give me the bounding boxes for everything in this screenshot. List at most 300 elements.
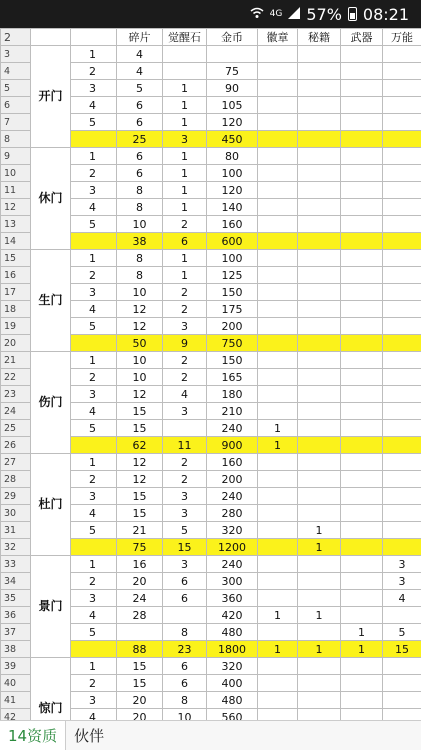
data-cell[interactable]: 125: [207, 267, 258, 284]
subtotal-cell[interactable]: 750: [207, 335, 258, 352]
data-cell[interactable]: 2: [163, 454, 207, 471]
data-cell[interactable]: [298, 148, 341, 165]
data-cell[interactable]: [298, 267, 341, 284]
data-cell[interactable]: [258, 386, 298, 403]
subtotal-spacer[interactable]: [71, 131, 117, 148]
data-cell[interactable]: [383, 267, 421, 284]
data-cell[interactable]: [341, 148, 383, 165]
subtotal-cell[interactable]: 6: [163, 233, 207, 250]
data-cell[interactable]: 21: [117, 522, 163, 539]
data-cell[interactable]: [258, 454, 298, 471]
data-cell[interactable]: [298, 590, 341, 607]
subtotal-cell[interactable]: [298, 437, 341, 454]
data-cell[interactable]: 8: [163, 624, 207, 641]
data-cell[interactable]: [341, 590, 383, 607]
data-cell[interactable]: [258, 267, 298, 284]
data-cell[interactable]: [341, 573, 383, 590]
point-index[interactable]: 3: [71, 692, 117, 709]
data-cell[interactable]: [258, 148, 298, 165]
data-cell[interactable]: [341, 114, 383, 131]
point-index[interactable]: 2: [71, 267, 117, 284]
data-cell[interactable]: [298, 63, 341, 80]
data-cell[interactable]: 120: [207, 114, 258, 131]
data-cell[interactable]: 10: [117, 216, 163, 233]
data-cell[interactable]: 320: [207, 658, 258, 675]
data-cell[interactable]: [383, 114, 421, 131]
subtotal-cell[interactable]: [341, 131, 383, 148]
data-cell[interactable]: [383, 403, 421, 420]
subtotal-cell[interactable]: 88: [117, 641, 163, 658]
gate-name[interactable]: 生门: [31, 250, 71, 352]
subtotal-cell[interactable]: [341, 233, 383, 250]
subtotal-cell[interactable]: 9: [163, 335, 207, 352]
data-cell[interactable]: [383, 318, 421, 335]
data-cell[interactable]: [298, 46, 341, 63]
data-cell[interactable]: 2: [163, 301, 207, 318]
data-cell[interactable]: 1: [163, 165, 207, 182]
data-cell[interactable]: [298, 675, 341, 692]
data-cell[interactable]: [298, 624, 341, 641]
data-cell[interactable]: [298, 199, 341, 216]
data-cell[interactable]: [341, 403, 383, 420]
data-cell[interactable]: [383, 165, 421, 182]
data-cell[interactable]: [341, 420, 383, 437]
subtotal-cell[interactable]: [258, 233, 298, 250]
data-cell[interactable]: [298, 284, 341, 301]
point-index[interactable]: 5: [71, 216, 117, 233]
data-cell[interactable]: [163, 420, 207, 437]
point-index[interactable]: 1: [71, 658, 117, 675]
data-cell[interactable]: [258, 590, 298, 607]
data-cell[interactable]: 180: [207, 386, 258, 403]
data-cell[interactable]: 2: [163, 471, 207, 488]
point-index[interactable]: 5: [71, 114, 117, 131]
data-cell[interactable]: 15: [117, 488, 163, 505]
data-cell[interactable]: 2: [163, 369, 207, 386]
data-cell[interactable]: [258, 471, 298, 488]
data-cell[interactable]: 240: [207, 488, 258, 505]
data-cell[interactable]: 15: [117, 420, 163, 437]
data-cell[interactable]: 12: [117, 318, 163, 335]
point-index[interactable]: 2: [71, 471, 117, 488]
data-cell[interactable]: 6: [163, 675, 207, 692]
point-index[interactable]: 2: [71, 675, 117, 692]
data-cell[interactable]: 1: [298, 607, 341, 624]
gate-name[interactable]: 伤门: [31, 352, 71, 454]
point-index[interactable]: 2: [71, 369, 117, 386]
data-cell[interactable]: [341, 216, 383, 233]
data-cell[interactable]: 200: [207, 318, 258, 335]
data-cell[interactable]: [298, 97, 341, 114]
data-cell[interactable]: [341, 692, 383, 709]
data-cell[interactable]: 8: [117, 267, 163, 284]
data-cell[interactable]: 20: [117, 709, 163, 721]
data-cell[interactable]: 15: [117, 403, 163, 420]
subtotal-cell[interactable]: 450: [207, 131, 258, 148]
data-cell[interactable]: 28: [117, 607, 163, 624]
data-cell[interactable]: [341, 658, 383, 675]
data-cell[interactable]: [341, 63, 383, 80]
data-cell[interactable]: [341, 80, 383, 97]
gate-name[interactable]: 休门: [31, 148, 71, 250]
data-cell[interactable]: [258, 216, 298, 233]
data-cell[interactable]: 8: [117, 182, 163, 199]
subtotal-cell[interactable]: 3: [163, 131, 207, 148]
data-cell[interactable]: 3: [163, 488, 207, 505]
column-header[interactable]: 徽章: [258, 29, 298, 46]
data-cell[interactable]: [298, 352, 341, 369]
gate-name[interactable]: 开门: [31, 46, 71, 148]
data-cell[interactable]: [383, 692, 421, 709]
data-cell[interactable]: 24: [117, 590, 163, 607]
subtotal-cell[interactable]: 600: [207, 233, 258, 250]
data-cell[interactable]: 3: [163, 403, 207, 420]
data-cell[interactable]: [383, 80, 421, 97]
data-cell[interactable]: 3: [163, 556, 207, 573]
data-cell[interactable]: 15: [117, 505, 163, 522]
data-cell[interactable]: 3: [163, 318, 207, 335]
data-cell[interactable]: [341, 505, 383, 522]
subtotal-cell[interactable]: 1200: [207, 539, 258, 556]
data-cell[interactable]: 6: [117, 165, 163, 182]
column-header[interactable]: 武器: [341, 29, 383, 46]
point-index[interactable]: 4: [71, 607, 117, 624]
point-index[interactable]: 3: [71, 182, 117, 199]
data-cell[interactable]: [341, 284, 383, 301]
point-index[interactable]: 4: [71, 301, 117, 318]
data-cell[interactable]: [383, 607, 421, 624]
data-cell[interactable]: 1: [163, 199, 207, 216]
data-cell[interactable]: 100: [207, 250, 258, 267]
subtotal-cell[interactable]: [298, 335, 341, 352]
point-index[interactable]: 5: [71, 624, 117, 641]
subtotal-cell[interactable]: [341, 437, 383, 454]
data-cell[interactable]: [258, 165, 298, 182]
data-cell[interactable]: 15: [117, 675, 163, 692]
data-cell[interactable]: [298, 488, 341, 505]
data-cell[interactable]: 20: [117, 573, 163, 590]
subtotal-cell[interactable]: 1: [298, 641, 341, 658]
data-cell[interactable]: [258, 182, 298, 199]
gate-name[interactable]: 景门: [31, 556, 71, 658]
data-cell[interactable]: [341, 250, 383, 267]
column-header[interactable]: 碎片: [117, 29, 163, 46]
data-cell[interactable]: [341, 46, 383, 63]
data-cell[interactable]: [298, 573, 341, 590]
data-cell[interactable]: 300: [207, 573, 258, 590]
subtotal-cell[interactable]: [383, 437, 421, 454]
point-index[interactable]: 5: [71, 420, 117, 437]
data-cell[interactable]: 15: [117, 658, 163, 675]
data-cell[interactable]: 10: [117, 284, 163, 301]
data-cell[interactable]: 6: [117, 97, 163, 114]
subtotal-cell[interactable]: 11: [163, 437, 207, 454]
data-cell[interactable]: [258, 80, 298, 97]
data-cell[interactable]: [163, 607, 207, 624]
point-index[interactable]: 2: [71, 63, 117, 80]
subtotal-cell[interactable]: [383, 539, 421, 556]
data-cell[interactable]: 4: [163, 386, 207, 403]
point-index[interactable]: 4: [71, 97, 117, 114]
data-cell[interactable]: 2: [163, 216, 207, 233]
point-index[interactable]: 3: [71, 590, 117, 607]
data-cell[interactable]: 480: [207, 692, 258, 709]
data-cell[interactable]: 1: [163, 97, 207, 114]
point-index[interactable]: 2: [71, 165, 117, 182]
data-cell[interactable]: 165: [207, 369, 258, 386]
data-cell[interactable]: [383, 97, 421, 114]
data-cell[interactable]: 2: [163, 284, 207, 301]
subtotal-cell[interactable]: 1: [258, 641, 298, 658]
subtotal-cell[interactable]: 50: [117, 335, 163, 352]
data-cell[interactable]: 80: [207, 148, 258, 165]
data-cell[interactable]: [117, 624, 163, 641]
data-cell[interactable]: [298, 403, 341, 420]
spreadsheet-table[interactable]: [0, 28, 421, 720]
data-cell[interactable]: [298, 420, 341, 437]
data-cell[interactable]: [383, 46, 421, 63]
point-index[interactable]: 1: [71, 148, 117, 165]
data-cell[interactable]: [258, 97, 298, 114]
data-cell[interactable]: [258, 352, 298, 369]
data-cell[interactable]: [341, 301, 383, 318]
data-cell[interactable]: [383, 522, 421, 539]
data-cell[interactable]: [298, 692, 341, 709]
data-cell[interactable]: 6: [163, 573, 207, 590]
data-cell[interactable]: [383, 471, 421, 488]
data-cell[interactable]: [298, 386, 341, 403]
subtotal-spacer[interactable]: [71, 233, 117, 250]
data-cell[interactable]: 150: [207, 284, 258, 301]
subtotal-cell[interactable]: 25: [117, 131, 163, 148]
data-cell[interactable]: 210: [207, 403, 258, 420]
point-index[interactable]: 3: [71, 80, 117, 97]
data-cell[interactable]: 4: [117, 63, 163, 80]
header-cell[interactable]: [31, 29, 71, 46]
data-cell[interactable]: [258, 250, 298, 267]
data-cell[interactable]: [341, 386, 383, 403]
data-cell[interactable]: 6: [163, 658, 207, 675]
data-cell[interactable]: [341, 267, 383, 284]
data-cell[interactable]: 10: [163, 709, 207, 721]
data-cell[interactable]: [383, 454, 421, 471]
point-index[interactable]: 1: [71, 46, 117, 63]
data-cell[interactable]: 280: [207, 505, 258, 522]
point-index[interactable]: 1: [71, 250, 117, 267]
data-cell[interactable]: [298, 709, 341, 721]
data-cell[interactable]: 360: [207, 590, 258, 607]
subtotal-cell[interactable]: 75: [117, 539, 163, 556]
data-cell[interactable]: 160: [207, 216, 258, 233]
data-cell[interactable]: 8: [117, 199, 163, 216]
data-cell[interactable]: [383, 284, 421, 301]
data-cell[interactable]: 5: [117, 80, 163, 97]
data-cell[interactable]: [258, 488, 298, 505]
subtotal-cell[interactable]: [383, 131, 421, 148]
subtotal-cell[interactable]: 15: [383, 641, 421, 658]
data-cell[interactable]: 560: [207, 709, 258, 721]
subtotal-cell[interactable]: [383, 233, 421, 250]
data-cell[interactable]: [258, 692, 298, 709]
data-cell[interactable]: [258, 709, 298, 721]
data-cell[interactable]: 140: [207, 199, 258, 216]
subtotal-cell[interactable]: [298, 233, 341, 250]
data-cell[interactable]: 12: [117, 454, 163, 471]
data-cell[interactable]: [383, 369, 421, 386]
data-cell[interactable]: [341, 318, 383, 335]
data-cell[interactable]: [383, 658, 421, 675]
subtotal-cell[interactable]: [258, 131, 298, 148]
data-cell[interactable]: [341, 522, 383, 539]
data-cell[interactable]: 3: [163, 505, 207, 522]
data-cell[interactable]: [383, 63, 421, 80]
point-index[interactable]: 1: [71, 556, 117, 573]
data-cell[interactable]: 1: [163, 114, 207, 131]
data-cell[interactable]: [258, 63, 298, 80]
data-cell[interactable]: [341, 471, 383, 488]
point-index[interactable]: 3: [71, 284, 117, 301]
point-index[interactable]: 5: [71, 522, 117, 539]
sheet-tab-qualification[interactable]: 14资质: [0, 721, 66, 750]
subtotal-cell[interactable]: 1: [298, 539, 341, 556]
data-cell[interactable]: 105: [207, 97, 258, 114]
data-cell[interactable]: 100: [207, 165, 258, 182]
subtotal-cell[interactable]: 1800: [207, 641, 258, 658]
subtotal-cell[interactable]: [258, 539, 298, 556]
data-cell[interactable]: [298, 250, 341, 267]
data-cell[interactable]: [341, 607, 383, 624]
data-cell[interactable]: [258, 403, 298, 420]
data-cell[interactable]: [298, 658, 341, 675]
data-cell[interactable]: [383, 709, 421, 721]
data-cell[interactable]: [383, 420, 421, 437]
data-cell[interactable]: [258, 369, 298, 386]
subtotal-cell[interactable]: 62: [117, 437, 163, 454]
data-cell[interactable]: 10: [117, 352, 163, 369]
data-cell[interactable]: 320: [207, 522, 258, 539]
sheet-tab-partner[interactable]: 伙伴: [74, 727, 105, 745]
subtotal-cell[interactable]: [298, 131, 341, 148]
data-cell[interactable]: 5: [163, 522, 207, 539]
point-index[interactable]: 3: [71, 488, 117, 505]
data-cell[interactable]: [298, 471, 341, 488]
point-index[interactable]: 3: [71, 386, 117, 403]
data-cell[interactable]: [298, 114, 341, 131]
data-cell[interactable]: 5: [383, 624, 421, 641]
data-cell[interactable]: [341, 182, 383, 199]
data-cell[interactable]: [383, 675, 421, 692]
data-cell[interactable]: [383, 352, 421, 369]
data-cell[interactable]: [258, 658, 298, 675]
data-cell[interactable]: [383, 250, 421, 267]
data-cell[interactable]: [298, 454, 341, 471]
data-cell[interactable]: [383, 386, 421, 403]
data-cell[interactable]: [298, 182, 341, 199]
gate-name[interactable]: 惊门: [31, 658, 71, 721]
point-index[interactable]: 5: [71, 318, 117, 335]
data-cell[interactable]: [298, 216, 341, 233]
data-cell[interactable]: [298, 318, 341, 335]
data-cell[interactable]: [258, 675, 298, 692]
data-cell[interactable]: [341, 369, 383, 386]
data-cell[interactable]: [258, 505, 298, 522]
subtotal-cell[interactable]: 38: [117, 233, 163, 250]
subtotal-cell[interactable]: 1: [341, 641, 383, 658]
data-cell[interactable]: 10: [117, 369, 163, 386]
data-cell[interactable]: 8: [163, 692, 207, 709]
data-cell[interactable]: [258, 301, 298, 318]
data-cell[interactable]: 12: [117, 386, 163, 403]
data-cell[interactable]: 175: [207, 301, 258, 318]
data-cell[interactable]: [258, 522, 298, 539]
column-header[interactable]: 金币: [207, 29, 258, 46]
subtotal-spacer[interactable]: [71, 335, 117, 352]
subtotal-cell[interactable]: [258, 335, 298, 352]
data-cell[interactable]: [298, 165, 341, 182]
gate-name[interactable]: 杜门: [31, 454, 71, 556]
data-cell[interactable]: 150: [207, 352, 258, 369]
data-cell[interactable]: 480: [207, 624, 258, 641]
data-cell[interactable]: [258, 624, 298, 641]
data-cell[interactable]: [341, 488, 383, 505]
data-cell[interactable]: [341, 556, 383, 573]
point-index[interactable]: 4: [71, 403, 117, 420]
point-index[interactable]: 1: [71, 454, 117, 471]
data-cell[interactable]: [341, 709, 383, 721]
subtotal-spacer[interactable]: [71, 437, 117, 454]
data-cell[interactable]: 240: [207, 556, 258, 573]
data-cell[interactable]: [258, 556, 298, 573]
header-cell[interactable]: [71, 29, 117, 46]
data-cell[interactable]: [298, 556, 341, 573]
data-cell[interactable]: [341, 97, 383, 114]
data-cell[interactable]: 3: [383, 573, 421, 590]
data-cell[interactable]: [163, 46, 207, 63]
data-cell[interactable]: [383, 488, 421, 505]
data-cell[interactable]: [298, 301, 341, 318]
data-cell[interactable]: [298, 505, 341, 522]
subtotal-cell[interactable]: [341, 539, 383, 556]
data-cell[interactable]: [258, 46, 298, 63]
subtotal-spacer[interactable]: [71, 641, 117, 658]
data-cell[interactable]: 1: [258, 607, 298, 624]
data-cell[interactable]: 1: [163, 80, 207, 97]
data-cell[interactable]: 1: [341, 624, 383, 641]
data-cell[interactable]: 200: [207, 471, 258, 488]
point-index[interactable]: 4: [71, 199, 117, 216]
data-cell[interactable]: [383, 505, 421, 522]
point-index[interactable]: 2: [71, 573, 117, 590]
data-cell[interactable]: 12: [117, 471, 163, 488]
data-cell[interactable]: [258, 114, 298, 131]
data-cell[interactable]: [341, 165, 383, 182]
data-cell[interactable]: [341, 199, 383, 216]
data-cell[interactable]: 90: [207, 80, 258, 97]
data-cell[interactable]: [383, 199, 421, 216]
data-cell[interactable]: [383, 148, 421, 165]
subtotal-cell[interactable]: 23: [163, 641, 207, 658]
subtotal-spacer[interactable]: [71, 539, 117, 556]
subtotal-cell[interactable]: 15: [163, 539, 207, 556]
data-cell[interactable]: 1: [163, 148, 207, 165]
data-cell[interactable]: 2: [163, 352, 207, 369]
data-cell[interactable]: 20: [117, 692, 163, 709]
data-cell[interactable]: 16: [117, 556, 163, 573]
data-cell[interactable]: 4: [117, 46, 163, 63]
column-header[interactable]: 秘籍: [298, 29, 341, 46]
point-index[interactable]: 1: [71, 352, 117, 369]
data-cell[interactable]: 1: [258, 420, 298, 437]
